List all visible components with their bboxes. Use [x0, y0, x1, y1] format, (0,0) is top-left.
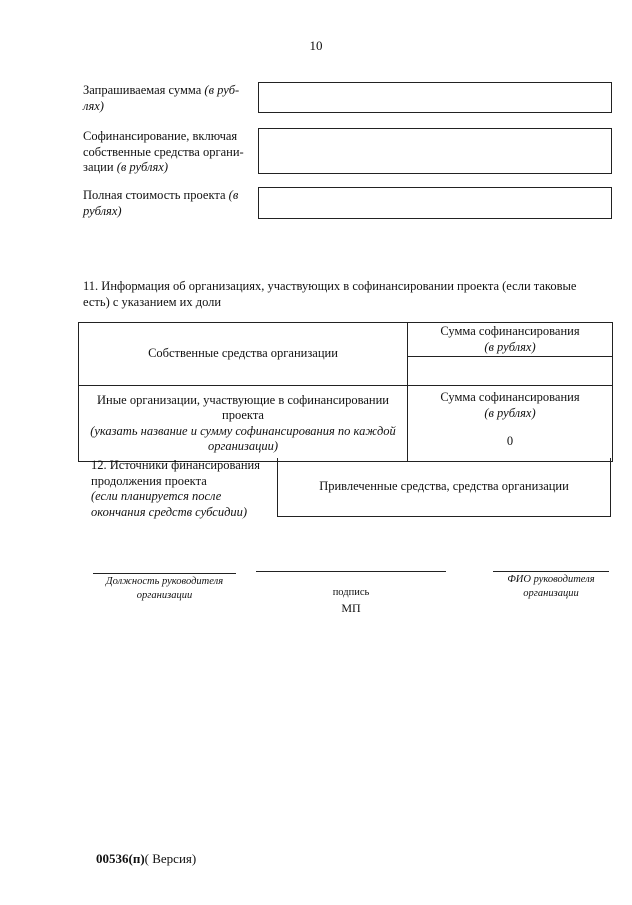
name-caption: ФИО руководителя организации — [507, 574, 595, 599]
position-caption: Должность руководителя организации — [105, 576, 224, 601]
signature-line — [256, 571, 446, 572]
own-funds-sum-header: Сумма софинансирования (в рублях) — [408, 323, 613, 357]
stamp-label: МП — [341, 601, 361, 615]
funding-sources-value: Привлеченные средства, средства организации — [277, 458, 611, 517]
section-11-title: 11. Информация об организациях, участвующих в софинансировании проекта (если таковые есть) с указанием их доли — [83, 279, 577, 309]
signature-caption: подпись — [332, 587, 370, 598]
requested-amount-label: Запрашиваемая сумма (в руб-лях) — [83, 83, 240, 113]
other-orgs-sum: Сумма софинансирования (в рублях) 0 — [408, 386, 613, 462]
document-code: 00536(п)( Версия) — [96, 851, 197, 866]
cofinancing-field[interactable] — [258, 128, 612, 174]
total-cost-field[interactable] — [258, 187, 612, 219]
funding-sources-label: 12. Источники финансирования продолжения проекта (если планируется после окончания средств субсидии) — [91, 458, 260, 519]
funding-sources-section — [78, 458, 611, 518]
own-funds-label: Собственные средства организации — [79, 323, 408, 386]
requested-amount-field[interactable] — [258, 82, 612, 113]
page-number: 10 — [309, 38, 323, 53]
cofinancing-table — [78, 322, 613, 462]
other-orgs-label: Иные организации, участвующие в софинансировании проекта (указать название и сумму софинансирования по каждой организации) — [79, 386, 408, 462]
position-line — [93, 573, 236, 574]
total-cost-label: Полная стоимость проекта (в рублях) — [83, 188, 239, 218]
cofinancing-label: Софинансирование, включая собственные средства органи-зации (в рублях) — [83, 129, 244, 175]
own-funds-sum-value[interactable] — [408, 357, 613, 386]
other-orgs-sum-value: 0 — [506, 433, 514, 448]
name-line — [493, 571, 609, 572]
